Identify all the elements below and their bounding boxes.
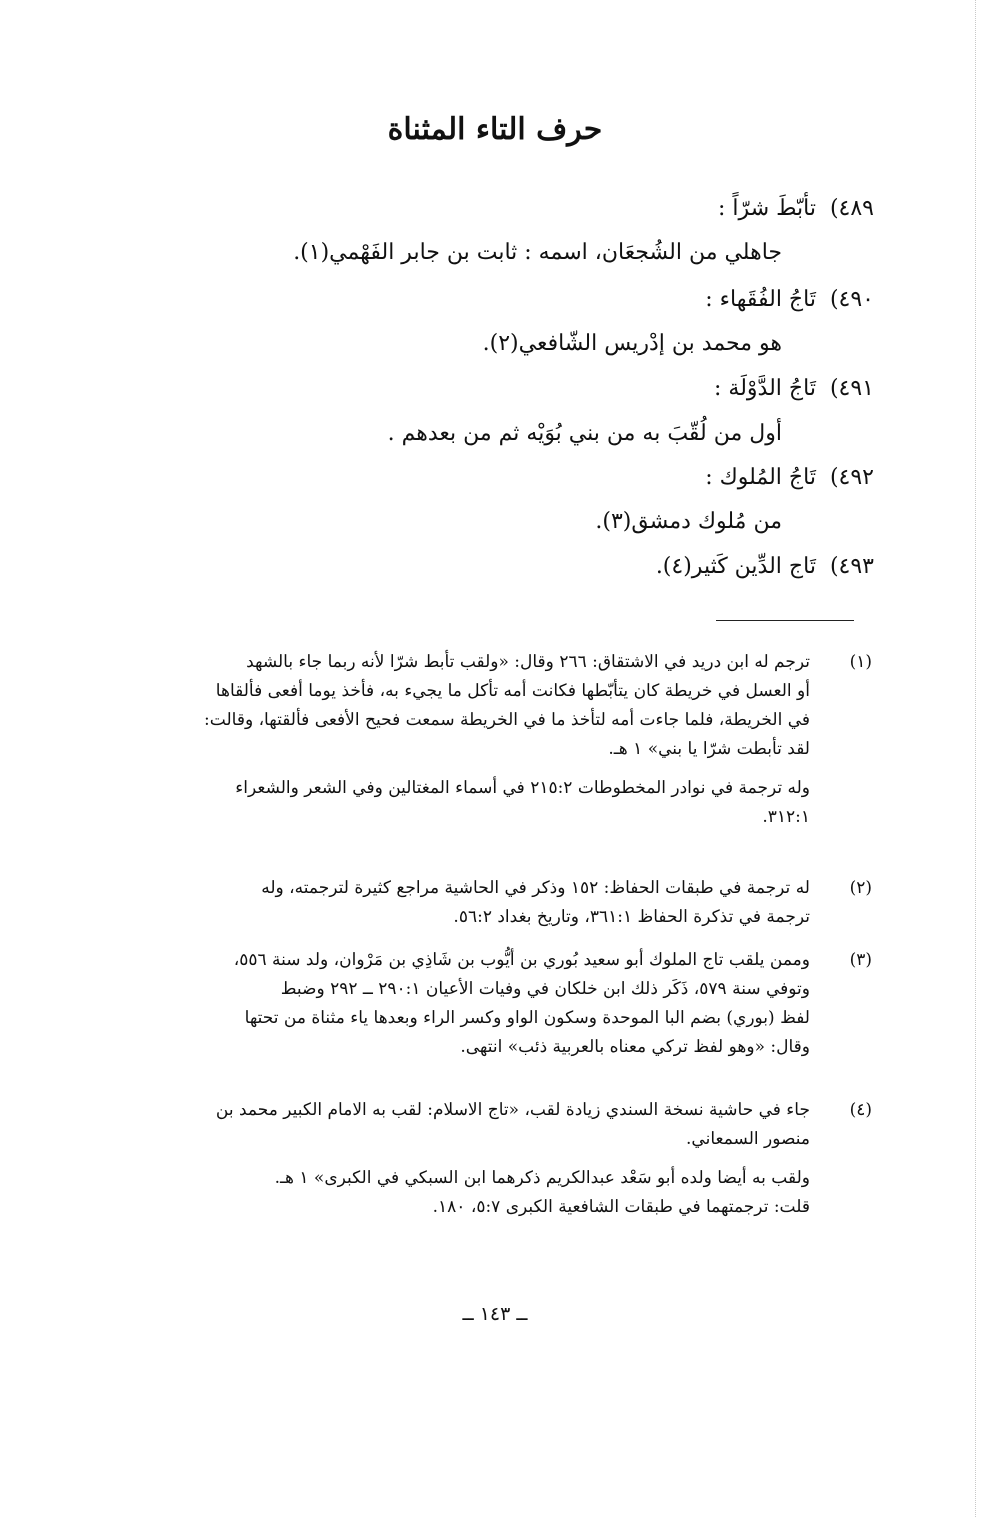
footnote-line: منصور السمعاني.: [686, 1129, 810, 1149]
entry-text-489: جاهلي من الشُجعَان، اسمه : ثابت بن جابر الفَهْمي(١).: [293, 240, 782, 265]
footnote-line: لفظ (بوري) بضم البا الموحدة وسكون الواو وكسر الراء وبعدها ياء مثناة من تحتها: [244, 1008, 810, 1028]
footnote-line: ترجم له ابن دريد في الاشتقاق: ٢٦٦ وقال: «ولقب تأبط شرّا لأنه ربما جاء بالشهد: [246, 652, 810, 672]
entry-term: تأبّطَ شرّاً :: [718, 196, 816, 221]
entry-number: ٤٨٩): [829, 196, 874, 221]
footnote-line: أو العسل في خريطة كان يتأبّطها فكانت أمه تأكل ما يجيء به، فأخذ يوما أفعى فألقاها: [215, 681, 810, 701]
entry-term: تَاج الدِّين كَثير(٤).: [655, 554, 816, 579]
footnote-number: (٤): [849, 1100, 872, 1120]
footnote-1: [167, 648, 872, 832]
footnote-line: وقال: «وهو لفظ تركي معناه بالعربية ذئب» انتهى.: [460, 1037, 810, 1057]
footnote-line: لقد تأبطت شرّا يا بني» ١ هـ.: [608, 739, 810, 759]
footnote-number: (٣): [849, 950, 872, 970]
footnote-number: (١): [849, 652, 872, 672]
footnote-line: وله ترجمة في نوادر المخطوطات ٢١٥:٢ في أسماء المغتالين وفي الشعر والشعراء: [235, 778, 810, 798]
entry-text-490: هو محمد بن إدْريس الشّافعي(٢).: [482, 331, 782, 356]
footnote-line: جاء في حاشية نسخة السندي زيادة لقب، «تاج الاسلام: لقب به الامام الكبير محمد بن: [215, 1100, 810, 1120]
footnote-line: وتوفي سنة ٥٧٩، ذَكَر ذلك ابن خلكان في وفيات الأعيان ٢٩٠:١ ــ ٢٩٢ وضبط: [280, 979, 810, 999]
footnote-4: [167, 1096, 872, 1222]
entry-number: ٤٩١): [829, 376, 874, 401]
page-number: ــ ١٤٣ ــ: [462, 1303, 528, 1325]
chapter-heading: حرف التاء المثناة: [387, 112, 603, 147]
entry-term: تَاجُ الدَّوْلَة :: [714, 376, 816, 401]
footnote-line: قلت: ترجمتهما في طبقات الشافعية الكبرى ٥:٧، ١٨٠.: [432, 1197, 810, 1217]
footnote-separator: [716, 620, 854, 621]
footnote-line: في الخريطة، فلما جاءت أمه لتأخذ ما في الخريطة سمعت فحيح الأفعى فألقتها، وقالت:: [204, 710, 810, 730]
entry-number: ٤٩٢): [829, 465, 874, 490]
entry-heading-493: [656, 554, 874, 579]
footnote-line: ولقب به أيضا ولده أبو سَعْد عبدالكريم ذكرهما ابن السبكي في الكبرى» ١ هـ.: [274, 1168, 810, 1188]
footnote-line: وممن يلقب تاج الملوك أبو سعيد بُوري بن أيُّوب بن شَاذِي بن مَرْوان، ولد سنة ٥٥٦،: [233, 950, 810, 970]
page-edge-rule: [975, 0, 976, 1517]
entry-text-492: من مُلوك دمشق(٣).: [595, 509, 782, 534]
entry-term: تَاجُ الفُقَهاء :: [705, 287, 816, 312]
entry-text-491: أول من لُقّبَ به من بني بُوَيْه ثم من بعدهم .: [387, 421, 782, 446]
entry-heading-490: [705, 287, 874, 312]
footnote-2: [167, 874, 872, 932]
footnote-line: ترجمة في تذكرة الحفاظ ٣٦١:١، وتاريخ بغداد ٥٦:٢.: [453, 907, 810, 927]
entry-heading-491: [714, 376, 874, 401]
entry-number: ٤٩٣): [829, 554, 874, 579]
entry-number: ٤٩٠): [829, 287, 874, 312]
entry-term: تَاجُ المُلوك :: [705, 465, 816, 490]
footnote-3: [167, 946, 872, 1062]
footnote-line: له ترجمة في طبقات الحفاظ: ١٥٢ وذكر في الحاشية مراجع كثيرة لترجمته، وله: [261, 878, 810, 898]
entry-heading-489: [718, 196, 874, 221]
footnote-line: ٣١٢:١.: [762, 807, 810, 827]
footnote-number: (٢): [849, 878, 872, 898]
entry-heading-492: [705, 465, 874, 490]
